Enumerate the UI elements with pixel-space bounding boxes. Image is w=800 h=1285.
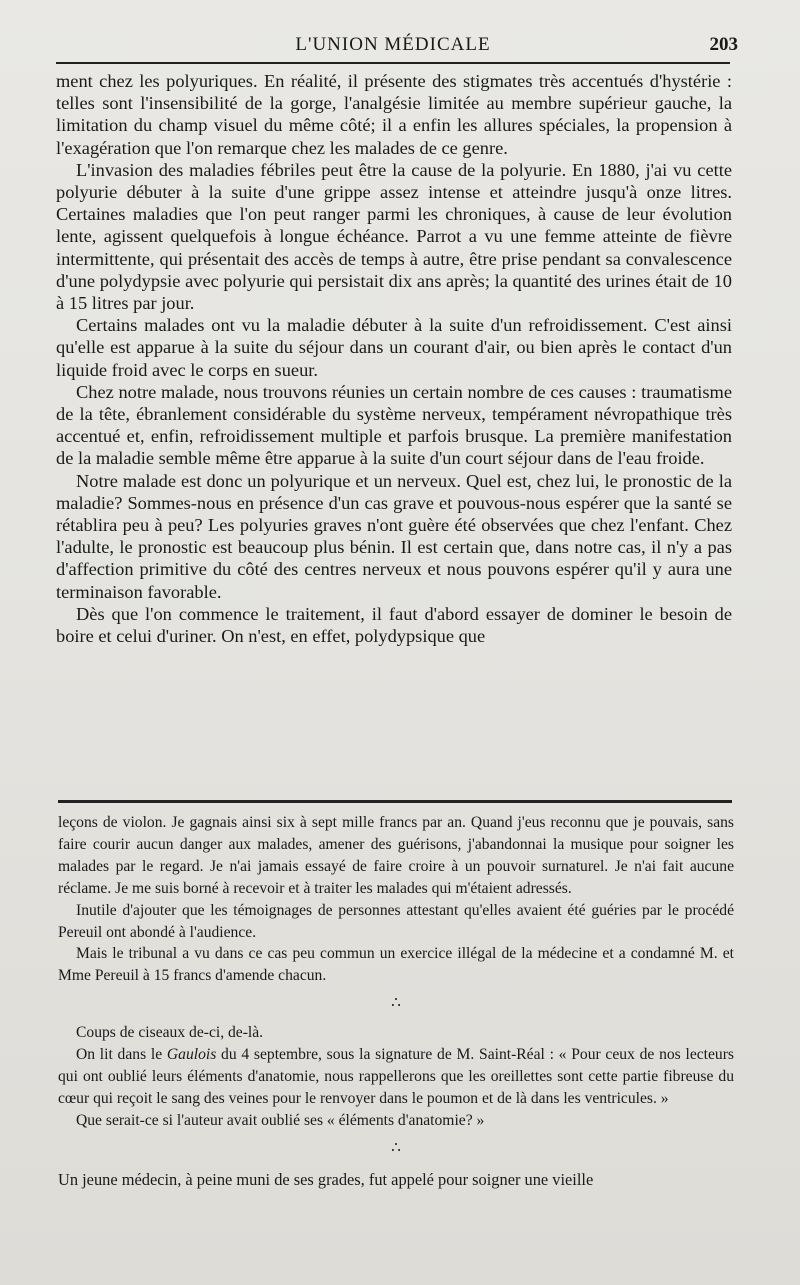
section-divider	[58, 800, 732, 803]
newspaper-title: Gaulois	[166, 1046, 217, 1064]
feuilleton-notes	[58, 812, 734, 1191]
note-heading: Coups de ciseaux de-ci, de-là.	[76, 1024, 264, 1042]
note-paragraph: Inutile d'ajouter que les témoignages de personnes attestant qu'elles avaient été guéries par le procédé Pereuil ont abondé à l'audience.	[58, 901, 734, 941]
paragraph: ment chez les polyuriques. En réalité, il présente des stigmates très accentués d'hystérie : telles sont l'insensibilité de la gorge, l'analgésie limitée au membre supérieur gauche, la limitation du champ visuel du même côté; il a enfin les allures spéciales, la propension à l'exagération que l'on remarque chez les malades de ce genre.	[56, 71, 732, 158]
text-run: On lit dans le	[76, 1046, 167, 1064]
note-paragraph	[58, 1044, 734, 1110]
paragraph: Certains malades ont vu la maladie débuter à la suite d'un refroidissement. C'est ainsi qu'elle est apparue à la suite du séjour dans un courant d'air, ou bien après le contact d'un liquide froid avec le corps en sueur.	[56, 315, 732, 380]
page-number: 203	[709, 34, 738, 55]
running-title: L'UNION MÉDICALE	[295, 34, 491, 55]
note-paragraph: leçons de violon. Je gagnais ainsi six à sept mille francs par an. Quand j'eus reconnu que je pouvais, sans faire courir aucun danger aux malades, amener des guérisons, j'abandonnai la musique pour soigner les malades par le regard. Je n'ai jamais essayé de faire croire à un pouvoir surnaturel. Je n'ai fait aucune réclame. Je me suis borné à recevoir et à traiter les malades qui m'étaient adressés.	[58, 814, 734, 897]
note-paragraph: Mais le tribunal a vu dans ce cas peu commun un exercice illégal de la médecine et a condamné M. et Mme Pereuil à 15 francs d'amende chacun.	[58, 945, 734, 985]
paragraph: Dès que l'on commence le traitement, il faut d'abord essayer de dominer le besoin de boire et celui d'uriner. On n'est, en effet, polydypsique que	[56, 603, 732, 647]
note-paragraph: Un jeune médecin, à peine muni de ses grades, fut appelé pour soigner une vieille	[58, 1169, 594, 1189]
ornament-divider: ∴	[391, 995, 401, 1012]
note-paragraph: Que serait-ce si l'auteur avait oublié ses « éléments d'anatomie? »	[76, 1111, 485, 1129]
page-header	[56, 32, 738, 64]
main-text	[56, 70, 732, 647]
paragraph: Notre malade est donc un polyurique et un nerveux. Quel est, chez lui, le pronostic de la maladie? Sommes-nous en présence d'un cas grave et pouvous-nous espérer que la santé se rétablira peu à peu? Les polyuries graves n'ont guère été observées que chez l'enfant. Chez l'adulte, le pronostic est beaucoup plus bénin. Il est certain que, dans notre cas, il n'y a pas d'affection primitive du côté des centres nerveux et nous pouvons espérer qu'il y aura une terminaison favorable.	[56, 470, 732, 602]
paragraph: Chez notre malade, nous trouvons réunies un certain nombre de ces causes : traumatisme de la tête, ébranlement considérable du système nerveux, tempérament névropathique très accentué et, enfin, refroidissement multiple et parfois brusque. La première manifestation de la maladie semble même être apparue à la suite d'un court séjour dans de l'eau froide.	[56, 381, 732, 469]
ornament-divider: ∴	[391, 1139, 401, 1156]
paragraph: L'invasion des maladies fébriles peut être la cause de la polyurie. En 1880, j'ai vu cette polyurie débuter à la suite d'une grippe assez intense et atteindre jusqu'à onze litres. Certaines maladies que l'on peut ranger parmi les chroniques, à cause de leur évolution lente, agissent quelquefois à longue échéance. Parrot a vu une femme atteinte de fièvre intermittente, qui présentait des accès de temps à autre, être prise pendant sa convalescence d'une polydypsie avec polyurie qui persistait dix ans après; la quantité des urines était de 10 à 15 litres par jour.	[56, 159, 732, 314]
text-run: du 4 septembre, sous la signature de M. Saint-Réal : « Pour ceux de nos lecteurs qui ont oublié leurs éléments d'anatomie, nous rappellerons que les oreillettes sont cette partie fibreuse du cœur qui reçoit le sang des veines pour le renvoyer dans le poumon et de là dans les ventricules. »	[58, 1046, 734, 1107]
